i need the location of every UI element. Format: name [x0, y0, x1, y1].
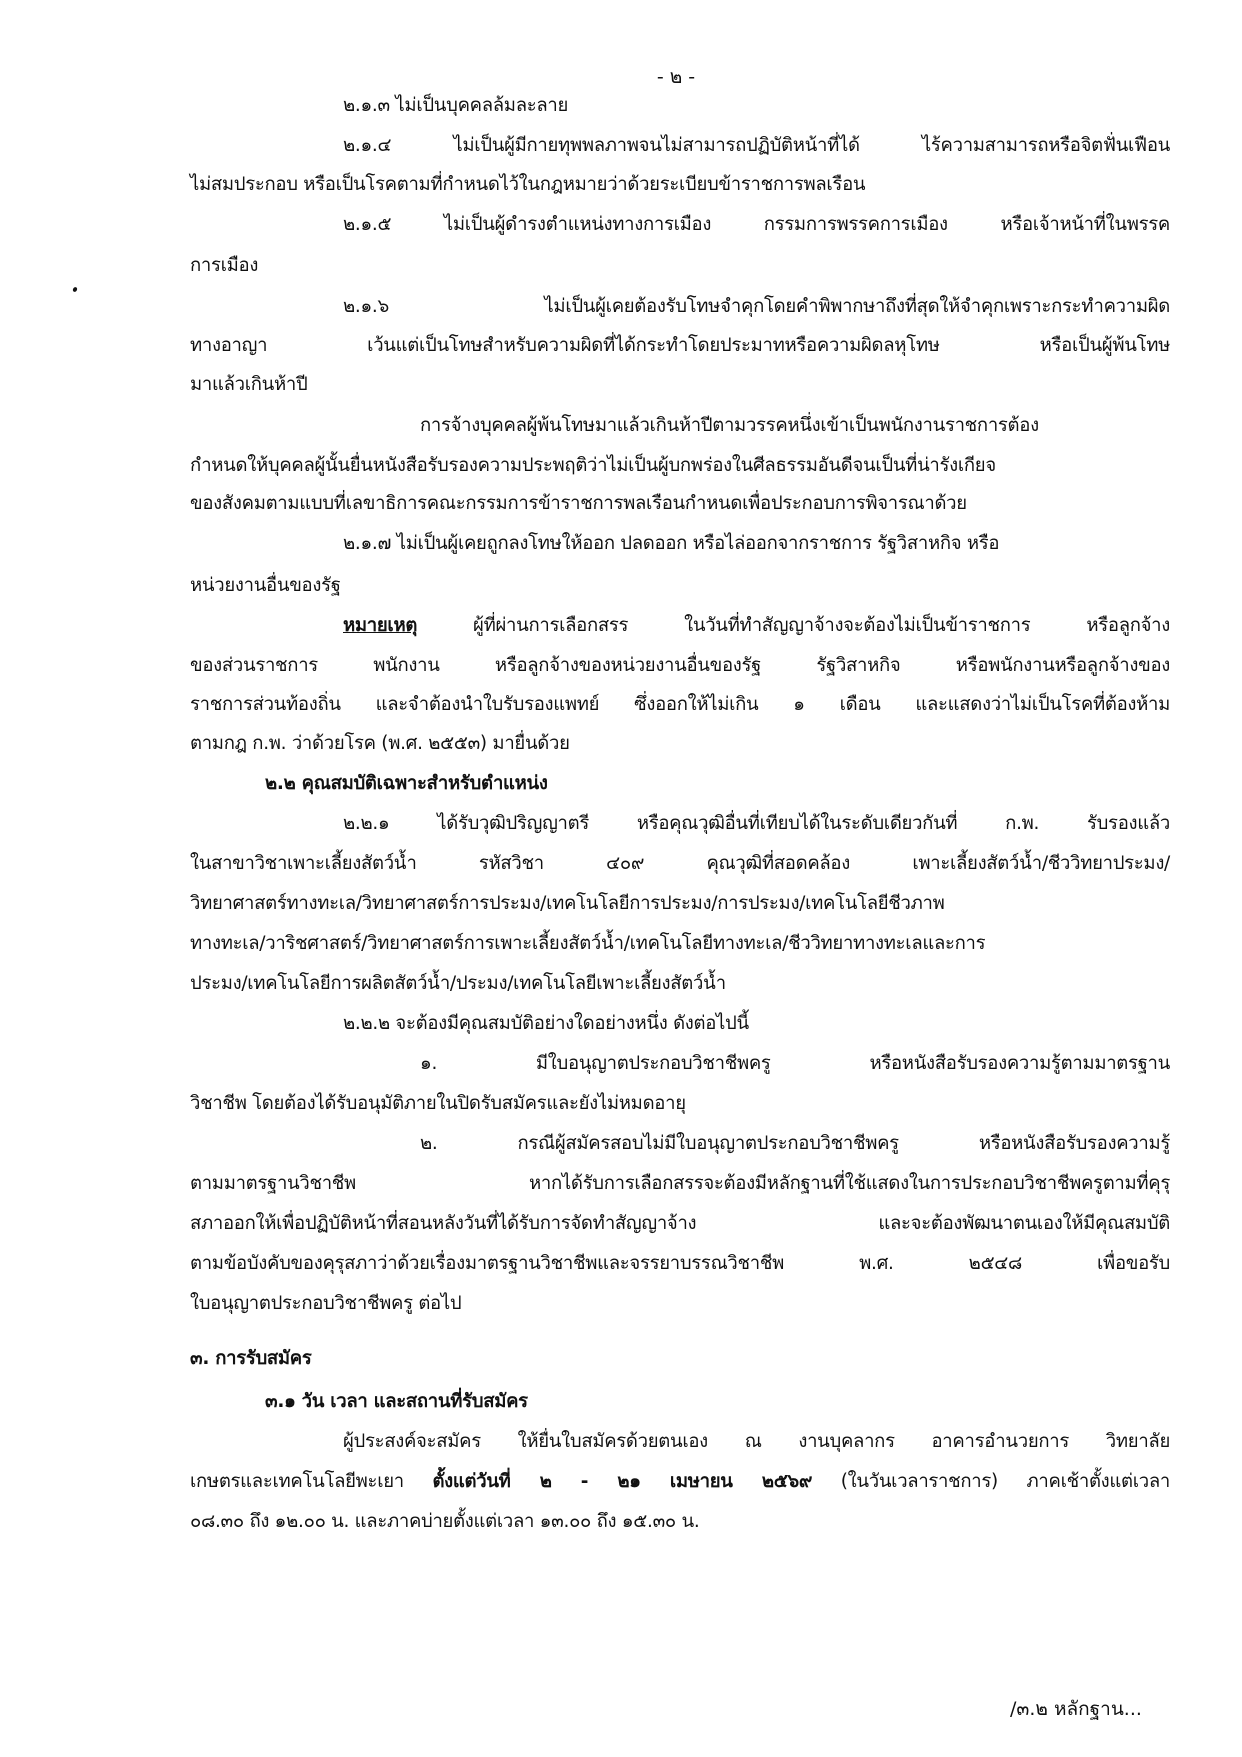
section-3-heading: ๓. การรับสมัคร [190, 1348, 312, 1369]
remark-line2: ของส่วนราชการ พนักงาน หรือลูกจ้างของหน่วยงานอื่นของรัฐ รัฐวิสาหกิจ หรือพนักงานหรือลูกจ้างของ [190, 655, 1170, 676]
para-line2-start: เกษตรและเทคโนโลยีพะเยา [190, 1471, 433, 1492]
application-dates: ตั้งแต่วันที่ ๒ - ๒๑ เมษายน ๒๕๖๙ [432, 1471, 813, 1492]
hiring-note-line1: การจ้างบุคคลผู้พ้นโทษมาแล้วเกินห้าปีตามวรรคหนึ่งเข้าเป็นพนักงานราชการต้อง [420, 415, 1039, 436]
sub2-line2: ตามมาตรฐานวิชาชีพ หากได้รับการเลือกสรรจะต้องมีหลักฐานที่ใช้แสดงในการประกอบวิชาชีพครูตามที่คุรุ [190, 1173, 1170, 1194]
continuation-footer: /๓.๒ หลักฐาน... [1010, 1698, 1142, 1720]
item-2-2-1-line3: วิทยาศาสตร์ทางทะเล/วิทยาศาสตร์การประมง/เทคโนโลยีการประมง/การประมง/เทคโนโลยีชีวภาพ [190, 893, 945, 914]
item-2-1-4-line1: ๒.๑.๔ ไม่เป็นผู้มีกายทุพพลภาพจนไม่สามารถปฏิบัติหน้าที่ได้ ไร้ความสามารถหรือจิตฟั่นเฟือน [343, 135, 1170, 156]
section-3-1-heading: ๓.๑ วัน เวลา และสถานที่รับสมัคร [265, 1391, 528, 1412]
sub2-line1: ๒. กรณีผู้สมัครสอบไม่มีใบอนุญาตประกอบวิชาชีพครู หรือหนังสือรับรองความรู้ [420, 1133, 1170, 1154]
remark-label: หมายเหตุ [343, 615, 418, 636]
item-2-1-5-line2: การเมือง [190, 255, 259, 276]
sub2-line5: ใบอนุญาตประกอบวิชาชีพครู ต่อไป [190, 1293, 462, 1314]
sub2-line4: ตามข้อบังคับของคุรุสภาว่าด้วยเรื่องมาตรฐานวิชาชีพและจรรยาบรรณวิชาชีพ พ.ศ. ๒๕๔๘ เพื่อขอรับ [190, 1253, 1170, 1274]
item-2-1-7-line1: ๒.๑.๗ ไม่เป็นผู้เคยถูกลงโทษให้ออก ปลดออก หรือไล่ออกจากราชการ รัฐวิสาหกิจ หรือ [343, 533, 1000, 554]
item-2-2-2: ๒.๒.๒ จะต้องมีคุณสมบัติอย่างใดอย่างหนึ่ง ดังต่อไปนี้ [343, 1013, 749, 1034]
remark-text: ผู้ที่ผ่านการเลือกสรร ในวันที่ทำสัญญาจ้างจะต้องไม่เป็นข้าราชการ หรือลูกจ้าง [417, 615, 1170, 636]
item-2-1-6-line3: มาแล้วเกินห้าปี [190, 374, 308, 395]
page-number: - ๒ - [656, 66, 696, 88]
remark-line4: ตามกฎ ก.พ. ว่าด้วยโรค (พ.ศ. ๒๕๕๓) มายื่นด้วย [190, 733, 570, 754]
section-3-para-line2 [190, 1468, 1170, 1496]
item-2-1-4-line2: ไม่สมประกอบ หรือเป็นโรคตามที่กำหนดไว้ในกฎหมายว่าด้วยระเบียบข้าราชการพลเรือน [190, 174, 866, 195]
section-3-para-line3: ๐๘.๓๐ ถึง ๑๒.๐๐ น. และภาคบ่ายตั้งแต่เวลา ๑๓.๐๐ ถึง ๑๕.๓๐ น. [190, 1511, 700, 1532]
item-2-1-7-line2: หน่วยงานอื่นของรัฐ [190, 575, 341, 596]
sub1-line2: วิชาชีพ โดยต้องได้รับอนุมัติภายในปิดรับสมัครและยังไม่หมดอายุ [190, 1093, 686, 1114]
item-2-1-6-line1: ๒.๑.๖ ไม่เป็นผู้เคยต้องรับโทษจำคุกโดยคำพิพากษาถึงที่สุดให้จำคุกเพราะกระทำความผิด [343, 296, 1170, 317]
remark-line3: ราชการส่วนท้องถิ่น และจำต้องนำใบรับรองแพทย์ ซึ่งออกให้ไม่เกิน ๑ เดือน และแสดงว่าไม่เป็นโรคที่ต้องห้าม [190, 694, 1170, 715]
stray-mark [72, 286, 78, 292]
item-2-2-1-line4: ทางทะเล/วาริชศาสตร์/วิทยาศาสตร์การเพาะเลี้ยงสัตว์น้ำ/เทคโนโลยีทางทะเล/ชีววิทยาทางทะเลและการ [190, 933, 986, 954]
item-2-2-1-line5: ประมง/เทคโนโลยีการผลิตสัตว์น้ำ/ประมง/เทคโนโลยีเพาะเลี้ยงสัตว์น้ำ [190, 973, 726, 994]
item-2-1-5-line1: ๒.๑.๕ ไม่เป็นผู้ดำรงตำแหน่งทางการเมือง กรรมการพรรคการเมือง หรือเจ้าหน้าที่ในพรรค [343, 214, 1170, 235]
remark-line1 [343, 612, 1170, 640]
sub2-line3: สภาออกให้เพื่อปฏิบัติหน้าที่สอนหลังวันที่ได้รับการจัดทำสัญญาจ้าง และจะต้องพัฒนาตนเองให้มีคุณสมบัติ [190, 1213, 1170, 1234]
item-2-1-3: ๒.๑.๓ ไม่เป็นบุคคลล้มละลาย [343, 95, 569, 116]
hiring-note-line2: กำหนดให้บุคคลผู้นั้นยื่นหนังสือรับรองความประพฤติว่าไม่เป็นผู้บกพร่องในศีลธรรมอันดีจนเป็นที่น่ารังเกียจ [190, 455, 996, 476]
hiring-note-line3: ของสังคมตามแบบที่เลขาธิการคณะกรรมการข้าราชการพลเรือนกำหนดเพื่อประกอบการพิจารณาด้วย [190, 493, 967, 514]
item-2-1-6-line2: ทางอาญา เว้นแต่เป็นโทษสำหรับความผิดที่ได้กระทำโดยประมาทหรือความผิดลหุโทษ หรือเป็นผู้พ้นโทษ [190, 335, 1170, 356]
sub1-line1: ๑. มีใบอนุญาตประกอบวิชาชีพครู หรือหนังสือรับรองความรู้ตามมาตรฐาน [420, 1053, 1170, 1074]
section-3-para-line1: ผู้ประสงค์จะสมัคร ให้ยื่นใบสมัครด้วยตนเอง ณ งานบุคลากร อาคารอำนวยการ วิทยาลัย [343, 1431, 1170, 1452]
item-2-2-1-line1: ๒.๒.๑ ได้รับวุฒิปริญญาตรี หรือคุณวุฒิอื่นที่เทียบได้ในระดับเดียวกันที่ ก.พ. รับรองแล้ว [343, 813, 1170, 834]
section-2-2-heading: ๒.๒ คุณสมบัติเฉพาะสำหรับตำแหน่ง [265, 773, 548, 794]
para-line2-end: (ในวันเวลาราชการ) ภาคเช้าตั้งแต่เวลา [812, 1471, 1170, 1492]
item-2-2-1-line2: ในสาขาวิชาเพาะเลี้ยงสัตว์น้ำ รหัสวิชา ๔๐๙ คุณวุฒิที่สอดคล้อง เพาะเลี้ยงสัตว์น้ำ/ชีววิทยาประมง/ [190, 853, 1170, 874]
